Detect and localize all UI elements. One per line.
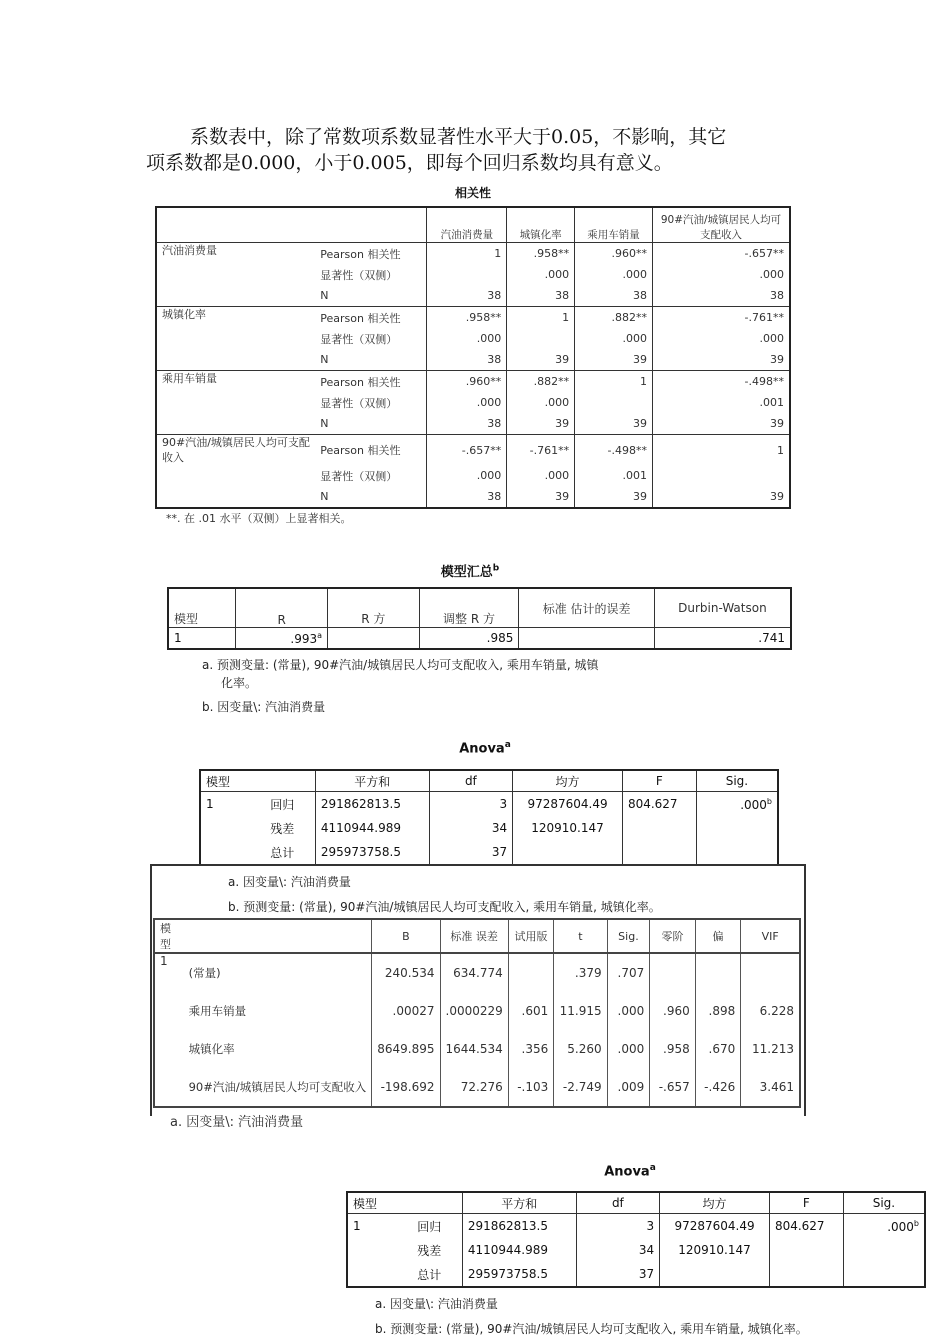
body-paragraph: [146, 124, 826, 176]
anova-f: [622, 840, 696, 865]
coef-cell: .009: [607, 1068, 650, 1107]
anova-df: 37: [429, 840, 512, 865]
corr-cell: 1: [575, 371, 653, 393]
msum-r-sup: a: [317, 630, 323, 640]
correlation-title: 相关性: [454, 186, 491, 200]
coef-col-header: VIF: [741, 919, 800, 953]
corr-row-label: 城镇化率: [156, 307, 315, 329]
paragraph-line-2: 项系数都是0.000，小于0.005，即每个回归系数均具有意义。: [146, 152, 673, 174]
anova-header-row: [347, 1192, 925, 1214]
msum-r: [236, 628, 328, 650]
msum-col-header: R 方: [328, 588, 420, 628]
anova-note-a-2: a. 因变量\: 汽油消费量: [375, 1297, 498, 1311]
coef-cell: .0000229: [440, 992, 508, 1030]
corr-row-label: 汽油消费量: [162, 244, 217, 257]
corr-stat-label: Pearson 相关性: [315, 435, 427, 466]
corr-cell: -.761**: [652, 307, 790, 329]
anova-sig: [696, 792, 778, 817]
corr-stat-label: N: [320, 353, 329, 366]
coef-cell: .958: [650, 1030, 695, 1068]
anova-row: [347, 1262, 925, 1287]
anova-ms: 120910.147: [513, 816, 623, 840]
coefficients-note: a. 因变量\: 汽油消费量: [170, 1115, 304, 1130]
corr-cell: 39: [652, 349, 790, 371]
coef-cell: .707: [607, 953, 650, 992]
corr-stat-label: Pearson 相关性: [315, 371, 427, 393]
corr-cell: 1: [652, 435, 790, 466]
corr-row-label: 乘用车销量: [156, 371, 315, 393]
correlation-row: [156, 307, 790, 329]
anova-row-label: 残差: [270, 821, 295, 836]
corr-stat-label: N: [320, 289, 329, 302]
model-summary-title-text: 模型汇总: [440, 565, 493, 580]
corr-cell: .000: [427, 392, 507, 413]
coef-col-header: Sig.: [607, 919, 650, 953]
anova-ms: [513, 840, 623, 865]
corr-cell: .000: [652, 264, 790, 285]
anova-row-label: 总计: [417, 1267, 442, 1282]
corr-cell: [427, 264, 507, 285]
corr-cell: 1: [427, 243, 507, 265]
msum-col-header: R: [236, 588, 328, 628]
coef-col-header: 试用版: [508, 919, 553, 953]
corr-row-label: 90#汽油/城镇居民人均可支配收入: [156, 435, 315, 466]
corr-cell: [652, 465, 790, 486]
anova-f: 804.627: [622, 792, 696, 817]
anova-row-label: 总计: [270, 845, 295, 860]
corr-cell: .001: [652, 392, 790, 413]
anova-f: 804.627: [769, 1214, 843, 1239]
coef-cell: 72.276: [440, 1068, 508, 1107]
msum-r-value: .993: [290, 631, 318, 646]
correlation-row: [156, 465, 790, 486]
coef-model: 1: [160, 954, 168, 968]
coef-cell: 6.228: [741, 992, 800, 1030]
corr-cell: .882**: [507, 371, 575, 393]
coef-cell: 240.534: [372, 953, 440, 992]
corr-stat-label: 显著性（双侧）: [320, 332, 398, 346]
correlation-body: [156, 243, 790, 509]
corr-row-label: [156, 392, 315, 413]
anova-title-text: Anova: [459, 741, 505, 757]
paragraph-line-1: 系数表中，除了常数项系数显著性水平大于0.05，不影响，其它: [190, 126, 727, 148]
coef-cell: .960: [650, 992, 695, 1030]
anova-header-row: [200, 770, 778, 792]
coef-col-header: t: [554, 919, 607, 953]
corr-cell: 39: [575, 349, 653, 371]
anova-model: 1: [206, 797, 214, 811]
coef-cell: .670: [695, 1030, 740, 1068]
anova-col-header: 平方和: [462, 1192, 576, 1214]
anova-ss: 4110944.989: [462, 1238, 576, 1262]
coef-var-name: (常量): [188, 966, 221, 980]
correlation-row: [156, 349, 790, 371]
anova-df: 37: [576, 1262, 659, 1287]
correlation-row: [156, 264, 790, 285]
corr-row-label: [156, 413, 315, 435]
anova-title-2: [585, 1163, 675, 1179]
corr-cell: 39: [575, 486, 653, 508]
coef-col-header: [184, 919, 372, 953]
anova-f: [769, 1262, 843, 1287]
anova-ss: 295973758.5: [462, 1262, 576, 1287]
corr-cell: 39: [575, 413, 653, 435]
anova-col-header: df: [576, 1192, 659, 1214]
coefficients-row: [154, 992, 800, 1030]
anova-model: [347, 1238, 397, 1262]
anova-col-header: 模型: [347, 1192, 462, 1214]
corr-cell: .960**: [427, 371, 507, 393]
anova-body: [347, 1214, 925, 1288]
anova-sig: [843, 1214, 925, 1239]
correlation-row: [156, 413, 790, 435]
corr-cell: .000: [507, 465, 575, 486]
anova-ms: 120910.147: [660, 1238, 770, 1262]
corr-cell: -.657**: [652, 243, 790, 265]
coefficients-row: [154, 953, 800, 992]
corr-stat-label: 显著性（双侧）: [320, 469, 398, 483]
coef-col-header: 模型: [154, 919, 184, 953]
coefficients-row: [154, 1068, 800, 1107]
corr-cell: .000: [427, 465, 507, 486]
coef-cell: [741, 953, 800, 992]
corr-col-header: 90#汽油/城镇居民人均可支配收入: [652, 207, 790, 243]
anova-row: [200, 816, 778, 840]
model-summary-header-row: [168, 588, 791, 628]
corr-cell: 39: [507, 486, 575, 508]
anova-table-1: [199, 769, 779, 866]
anova-model: [347, 1262, 397, 1287]
coef-cell: .379: [554, 953, 607, 992]
anova-ms: 97287604.49: [660, 1214, 770, 1239]
corr-cell: .958**: [507, 243, 575, 265]
corr-cell: .000: [652, 328, 790, 349]
coef-cell: [650, 953, 695, 992]
anova-df: 34: [429, 816, 512, 840]
coefficients-header-row: [154, 919, 800, 953]
coef-cell: .000: [607, 1030, 650, 1068]
msum-dw: .741: [654, 628, 791, 650]
corr-row-label: [156, 349, 315, 371]
coef-cell: 1644.534: [440, 1030, 508, 1068]
correlation-header-row: [156, 207, 790, 243]
corr-cell: 38: [507, 285, 575, 307]
corr-col-header: 汽油消费量: [427, 207, 507, 243]
coef-col-header: B: [372, 919, 440, 953]
anova-sig: [696, 816, 778, 840]
corr-stat-label: 显著性（双侧）: [320, 396, 398, 410]
anova-sig: [843, 1262, 925, 1287]
anova-ms: 97287604.49: [513, 792, 623, 817]
anova-row: [200, 840, 778, 865]
msum-r2: [328, 628, 420, 650]
anova-title-text: Anova: [604, 1164, 650, 1180]
anova-sig-value: .000: [887, 1219, 914, 1234]
anova-df: 3: [576, 1214, 659, 1239]
anova-ss: 291862813.5: [462, 1214, 576, 1239]
coef-cell: 634.774: [440, 953, 508, 992]
anova-row-label: 回归: [270, 797, 295, 812]
anova-ss: 4110944.989: [315, 816, 429, 840]
coef-cell: .898: [695, 992, 740, 1030]
coef-cell: -.657: [650, 1068, 695, 1107]
corr-cell: 38: [652, 285, 790, 307]
corr-cell: -.498**: [652, 371, 790, 393]
corr-col-header: 城镇化率: [507, 207, 575, 243]
anova-row: [200, 792, 778, 817]
anova-title-sup: a: [649, 1163, 656, 1173]
anova-note-a-1: a. 因变量\: 汽油消费量: [228, 875, 351, 889]
correlation-row: [156, 371, 790, 393]
anova-note-b-1: b. 预测变量: (常量), 90#汽油/城镇居民人均可支配收入, 乘用车销量, 城镇化率。: [228, 900, 661, 914]
coefficients-table: [153, 918, 801, 1108]
corr-cell: -.657**: [427, 435, 507, 466]
correlation-footnote: **. 在 .01 水平（双侧）上显著相关。: [166, 512, 352, 525]
coef-col-header: 零阶: [650, 919, 695, 953]
corr-cell: .882**: [575, 307, 653, 329]
corr-row-label: [156, 285, 315, 307]
anova-col-header: Sig.: [843, 1192, 925, 1214]
anova-ss: 291862813.5: [315, 792, 429, 817]
corr-row-label: [156, 328, 315, 349]
corr-cell: 38: [427, 349, 507, 371]
corr-cell: 38: [575, 285, 653, 307]
model-summary-table: [167, 587, 792, 650]
anova-row: [347, 1238, 925, 1262]
coef-cell: 8649.895: [372, 1030, 440, 1068]
corr-cell: [507, 328, 575, 349]
corr-row-label: [156, 465, 315, 486]
corr-cell: .960**: [575, 243, 653, 265]
coef-cell: -.426: [695, 1068, 740, 1107]
coefficients-row: [154, 1030, 800, 1068]
anova-note-b-2: b. 预测变量: (常量), 90#汽油/城镇居民人均可支配收入, 乘用车销量, 城镇化率。: [375, 1322, 808, 1336]
correlation-row: [156, 392, 790, 413]
corr-stat-label: 显著性（双侧）: [320, 268, 398, 282]
corr-cell: 39: [652, 413, 790, 435]
anova-sig: [696, 840, 778, 865]
coef-cell: 11.213: [741, 1030, 800, 1068]
anova-title-1: [440, 740, 530, 756]
corr-cell: 1: [507, 307, 575, 329]
corr-cell: .000: [427, 328, 507, 349]
coef-cell: -.103: [508, 1068, 553, 1107]
anova-title-sup: a: [504, 740, 511, 750]
correlation-row: [156, 285, 790, 307]
anova-df: 3: [429, 792, 512, 817]
anova-table-2: [346, 1191, 926, 1288]
msum-col-header: 标准 估计的误差: [519, 588, 654, 628]
anova-col-header: 平方和: [315, 770, 429, 792]
coef-var-name: 乘用车销量: [188, 1004, 247, 1018]
corr-cell: .000: [507, 264, 575, 285]
anova-sig-sup: b: [913, 1218, 919, 1228]
msum-col-header: Durbin-Watson: [654, 588, 791, 628]
msum-model: 1: [168, 628, 236, 650]
anova-df: 34: [576, 1238, 659, 1262]
anova-col-header: F: [769, 1192, 843, 1214]
corr-cell: .001: [575, 465, 653, 486]
coef-cell: [695, 953, 740, 992]
anova-f: [622, 816, 696, 840]
anova-sig-sup: b: [766, 796, 772, 806]
anova-col-header: F: [622, 770, 696, 792]
corr-cell: .000: [507, 392, 575, 413]
corr-cell: 38: [427, 413, 507, 435]
correlation-row: [156, 486, 790, 508]
anova-f: [769, 1238, 843, 1262]
msum-se: [519, 628, 654, 650]
msum-adj-r2: .985: [419, 628, 519, 650]
corr-cell: .000: [575, 264, 653, 285]
anova-model: 1: [353, 1219, 361, 1233]
corr-cell: 39: [652, 486, 790, 508]
msum-col-header: 调整 R 方: [419, 588, 519, 628]
coef-cell: -2.749: [554, 1068, 607, 1107]
anova-row-label: 残差: [417, 1243, 442, 1258]
coef-cell: 11.915: [554, 992, 607, 1030]
coefficients-body: [154, 953, 800, 1107]
correlation-row: [156, 328, 790, 349]
anova-model: [200, 840, 250, 865]
coef-cell: .356: [508, 1030, 553, 1068]
corr-cell: 39: [507, 413, 575, 435]
coef-model: [154, 1030, 184, 1068]
corr-cell: .000: [575, 328, 653, 349]
anova-col-header: 模型: [200, 770, 315, 792]
corr-cell: -.498**: [575, 435, 653, 466]
corr-cell: 39: [507, 349, 575, 371]
coef-var-name: 90#汽油/城镇居民人均可支配收入: [188, 1080, 367, 1094]
corr-stat-label: N: [320, 490, 329, 503]
anova-model: [200, 816, 250, 840]
msum-note-a1: a. 预测变量: (常量), 90#汽油/城镇居民人均可支配收入, 乘用车销量, 城镇: [202, 658, 599, 672]
coef-model: [154, 992, 184, 1030]
coef-col-header: 偏: [695, 919, 740, 953]
corr-cell: -.761**: [507, 435, 575, 466]
corr-stat-label: Pearson 相关性: [320, 247, 401, 261]
coef-cell: .000: [607, 992, 650, 1030]
corr-row-label: [156, 486, 315, 508]
corr-cell: 38: [427, 486, 507, 508]
anova-sig-value: .000: [740, 797, 767, 812]
anova-ss: 295973758.5: [315, 840, 429, 865]
corr-cell: 38: [427, 285, 507, 307]
correlation-row: [156, 435, 790, 466]
anova-col-header: 均方: [660, 1192, 770, 1214]
coef-col-header: 标准 误差: [440, 919, 508, 953]
msum-col-header: 模型: [168, 588, 236, 628]
model-summary-title: [400, 561, 540, 580]
anova-body: [200, 792, 778, 866]
model-summary-title-sup: b: [492, 563, 500, 574]
anova-col-header: df: [429, 770, 512, 792]
coef-cell: [508, 953, 553, 992]
corr-stat-label: N: [320, 417, 329, 430]
coef-cell: .601: [508, 992, 553, 1030]
coef-cell: 5.260: [554, 1030, 607, 1068]
correlation-row: [156, 243, 790, 265]
coef-var-name: 城镇化率: [188, 1042, 235, 1056]
anova-row: [347, 1214, 925, 1239]
corr-col-header: 乘用车销量: [575, 207, 653, 243]
coef-cell: .00027: [372, 992, 440, 1030]
coef-cell: -198.692: [372, 1068, 440, 1107]
correlation-table: [155, 206, 791, 509]
msum-note-a2: 化率。: [221, 676, 258, 690]
coef-model: [154, 1068, 184, 1107]
coef-cell: 3.461: [741, 1068, 800, 1107]
corr-stat-label: Pearson 相关性: [315, 307, 427, 329]
corr-row-label: [156, 264, 315, 285]
model-summary-row: [168, 628, 791, 650]
anova-ms: [660, 1262, 770, 1287]
corr-cell: [575, 392, 653, 413]
anova-col-header: 均方: [513, 770, 623, 792]
corr-cell: .958**: [427, 307, 507, 329]
anova-sig: [843, 1238, 925, 1262]
anova-col-header: Sig.: [696, 770, 778, 792]
anova-row-label: 回归: [417, 1219, 442, 1234]
msum-note-b: b. 因变量\: 汽油消费量: [202, 700, 326, 714]
